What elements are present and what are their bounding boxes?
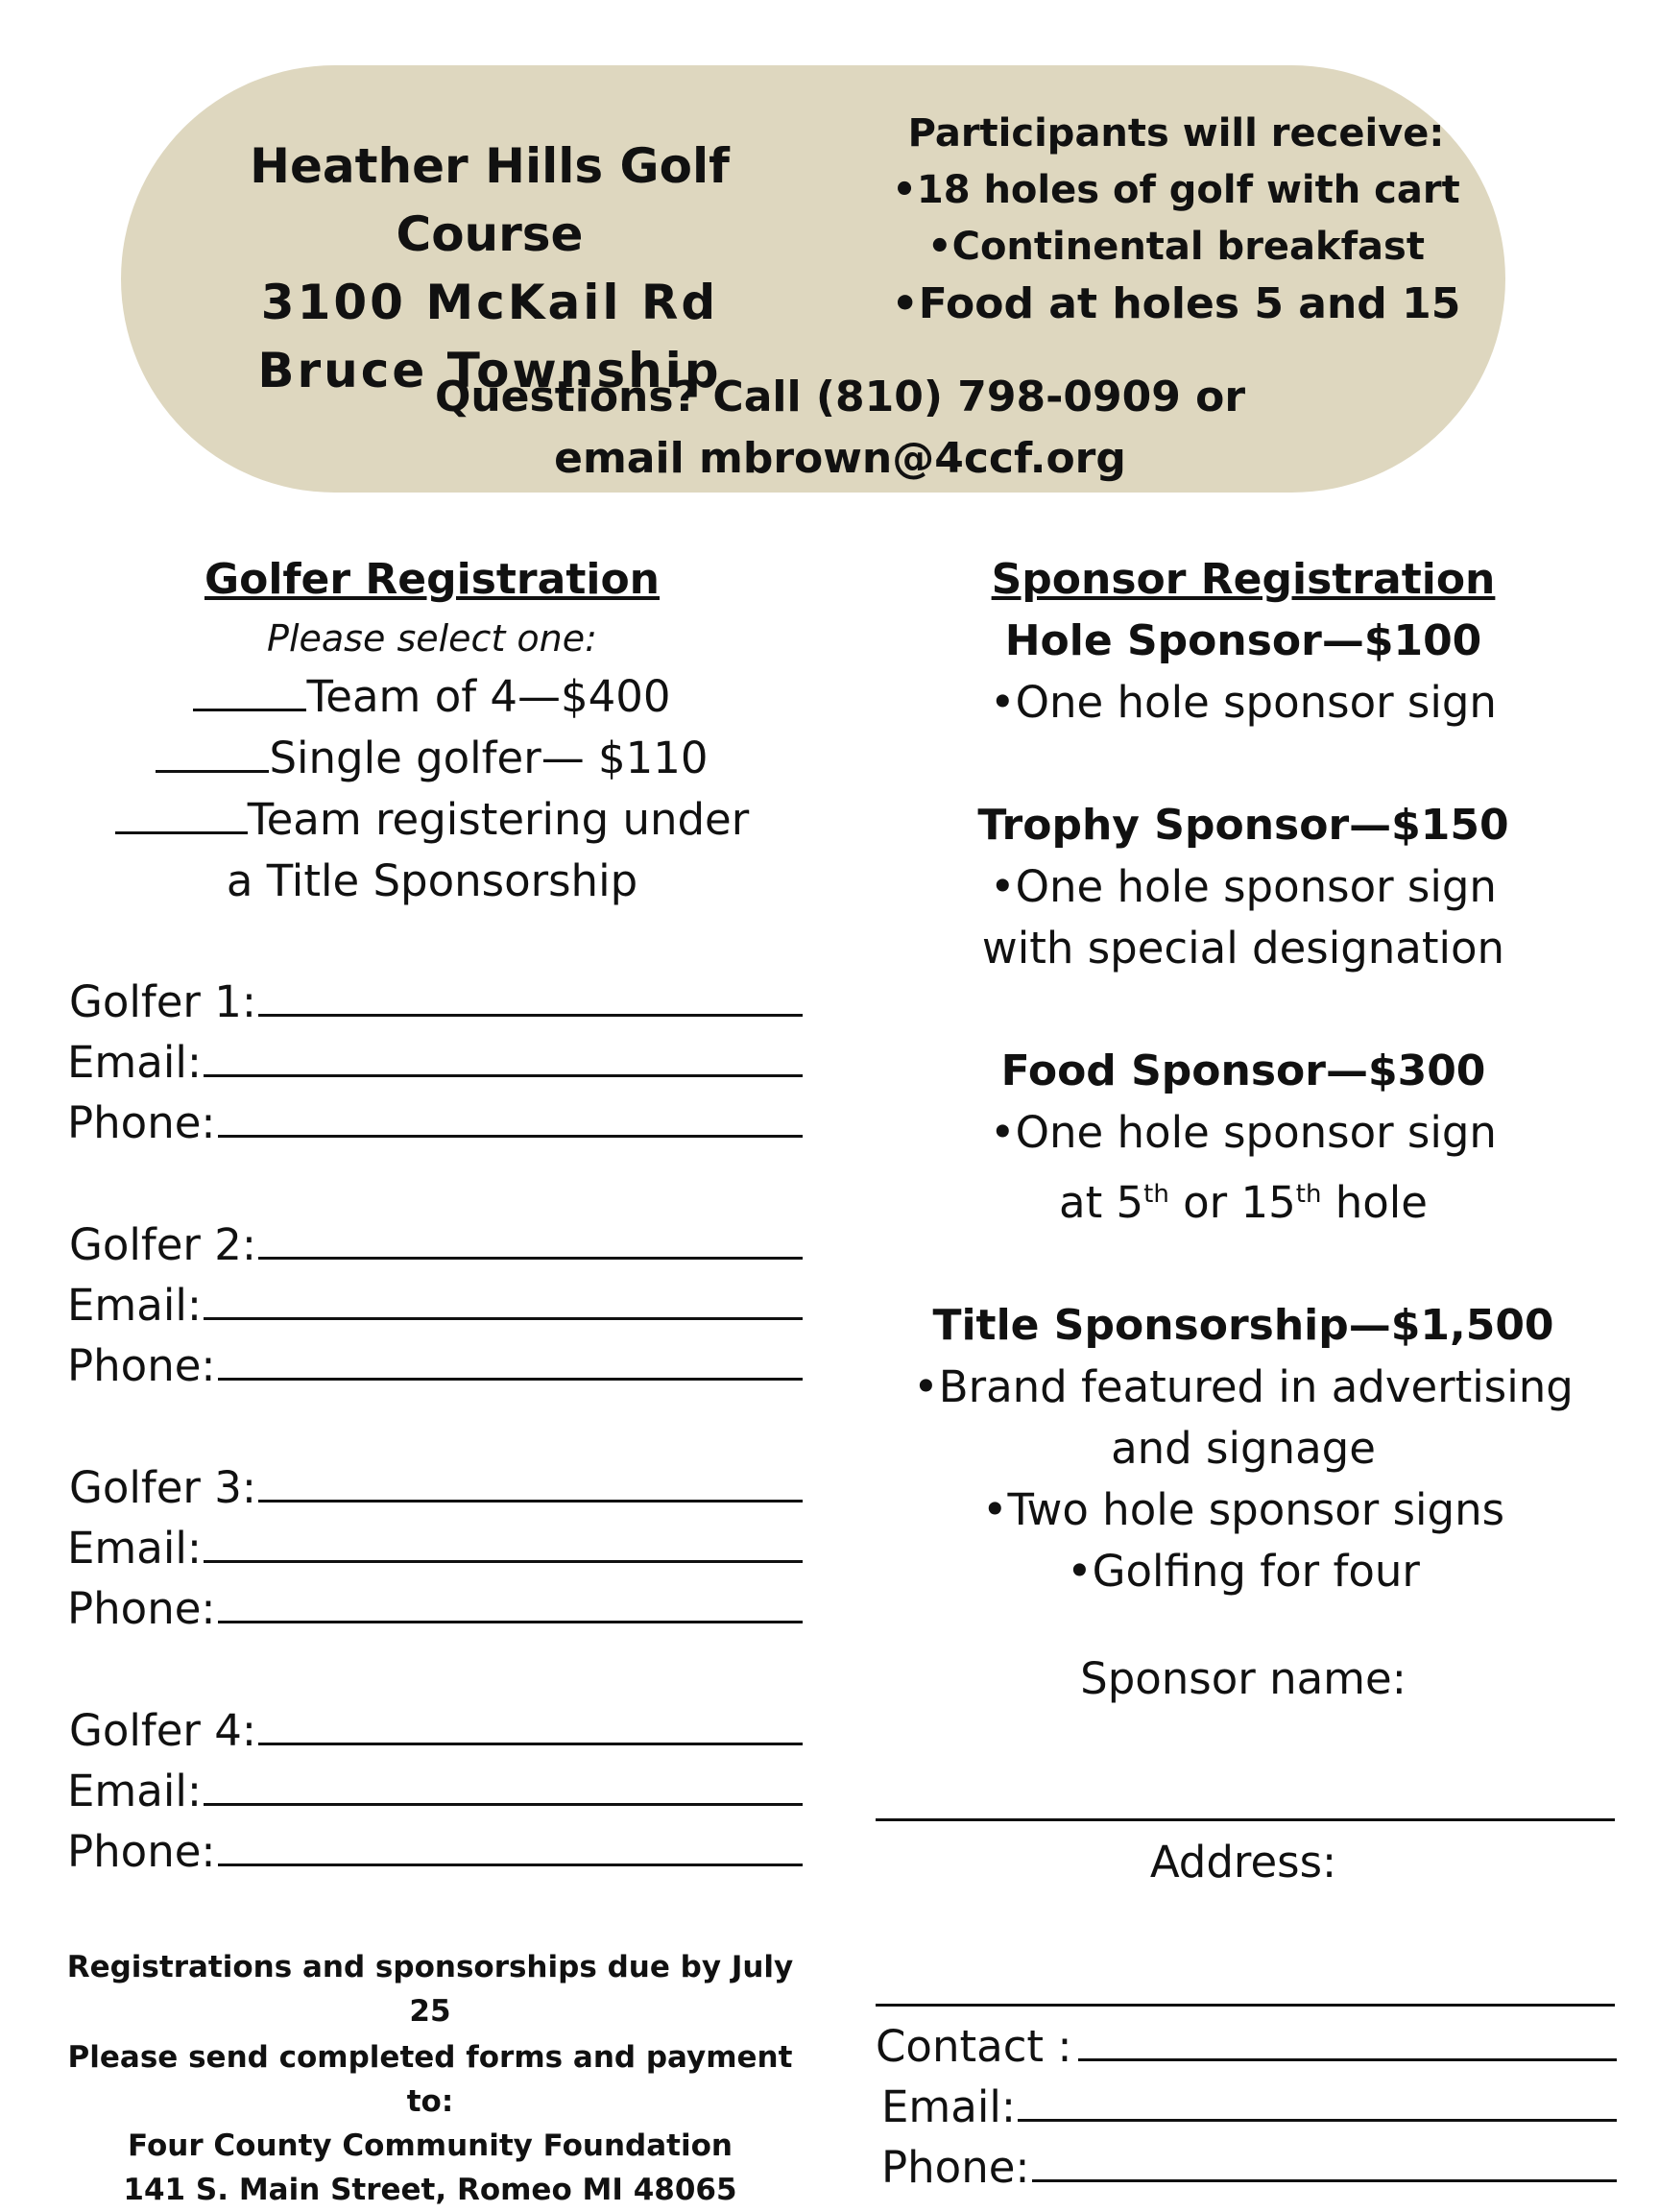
title-sponsorship-benefit: •Golfing for four — [1067, 1546, 1420, 1597]
trophy-sponsor-benefit-detail: with special designation — [981, 923, 1505, 974]
golfer-2-name-field[interactable]: Golfer 2: — [58, 1214, 803, 1275]
sponsor-contact-fields — [876, 2016, 1617, 2198]
title-sponsorship-benefit: •Brand featured in advertising — [913, 1361, 1574, 1412]
perks-block — [883, 106, 1469, 332]
hole-sponsor-title: Hole Sponsor—$100 — [1004, 616, 1482, 665]
food-sponsor-holes: at 5th or 15th hole — [1059, 1177, 1428, 1228]
option-title-team[interactable]: Team registering under — [58, 789, 806, 851]
sponsor-name-line[interactable] — [876, 1817, 1615, 1821]
sponsor-contact-field[interactable]: Contact : — [876, 2016, 1617, 2077]
contact-info — [288, 367, 1392, 490]
golfer-4-email-field[interactable]: Email: — [58, 1761, 803, 1821]
questions-phone: Questions? Call (810) 798-0909 or — [434, 373, 1246, 421]
select-instruction: Please select one: — [267, 617, 597, 660]
perks-title: Participants will receive: — [907, 111, 1445, 156]
organization-address: 141 S. Main Street, Romeo MI 48065 — [123, 2173, 737, 2207]
due-date-note: Registrations and sponsorships due by July 25 — [66, 1950, 794, 2029]
sponsor-phone-field[interactable]: Phone: — [876, 2137, 1617, 2198]
venue-block — [163, 132, 816, 405]
venue-township: Bruce Township — [257, 343, 722, 398]
sponsor-registration-heading: Sponsor Registration — [991, 555, 1496, 604]
golfer-3-phone-field[interactable]: Phone: — [58, 1578, 803, 1639]
address-label: Address: — [1149, 1837, 1337, 1887]
golfer-3-email-field[interactable]: Email: — [58, 1518, 803, 1578]
option-title-team-continued: a Title Sponsorship — [226, 855, 638, 906]
venue-street: 3100 McKail Rd — [260, 275, 719, 330]
golfer-4-phone-field[interactable]: Phone: — [58, 1821, 803, 1882]
send-label: Please send completed forms and payment to: — [67, 2040, 793, 2119]
option-single-golfer[interactable]: Single golfer— $110 — [58, 728, 806, 789]
golfer-2-email-field[interactable]: Email: — [58, 1275, 803, 1335]
golfer-3-name-field[interactable]: Golfer 3: — [58, 1457, 803, 1518]
golfer-4-name-field[interactable]: Golfer 4: — [58, 1700, 803, 1761]
golfer-2-phone-field[interactable]: Phone: — [58, 1335, 803, 1396]
golfer-1-name-field[interactable]: Golfer 1: — [58, 972, 803, 1032]
golfer-registration-heading: Golfer Registration — [204, 555, 660, 604]
trophy-sponsor-benefit: •One hole sponsor sign — [990, 861, 1497, 912]
food-sponsor-title: Food Sponsor—$300 — [1000, 1046, 1486, 1095]
mailing-instructions — [46, 2035, 814, 2212]
title-sponsorship-benefit: and signage — [1111, 1423, 1376, 1474]
food-sponsor-benefit: •One hole sponsor sign — [990, 1107, 1497, 1158]
perk-item: •18 holes of golf with cart — [892, 168, 1460, 212]
perk-item: •Continental breakfast — [927, 225, 1425, 269]
sponsor-registration-section — [864, 549, 1623, 1602]
trophy-sponsor-title: Trophy Sponsor—$150 — [977, 801, 1509, 850]
golfer-1-email-field[interactable]: Email: — [58, 1032, 803, 1093]
organization-name: Four County Community Foundation — [128, 2128, 733, 2163]
venue-name: Heather Hills Golf Course — [250, 138, 730, 262]
address-line[interactable] — [876, 2003, 1615, 2007]
perk-item: •Food at holes 5 and 15 — [891, 279, 1461, 328]
title-sponsorship-benefit: •Two hole sponsor signs — [981, 1484, 1505, 1535]
questions-email: email mbrown@4ccf.org — [554, 434, 1126, 483]
hole-sponsor-benefit: •One hole sponsor sign — [990, 677, 1497, 728]
golfer-registration-section — [58, 549, 806, 1882]
title-sponsorship-title: Title Sponsorship—$1,500 — [932, 1301, 1554, 1350]
golfer-1-phone-field[interactable]: Phone: — [58, 1093, 803, 1153]
option-team-of-4[interactable]: Team of 4—$400 — [58, 666, 806, 728]
sponsor-name-label: Sponsor name: — [1080, 1653, 1407, 1704]
sponsor-email-field[interactable]: Email: — [876, 2077, 1617, 2137]
